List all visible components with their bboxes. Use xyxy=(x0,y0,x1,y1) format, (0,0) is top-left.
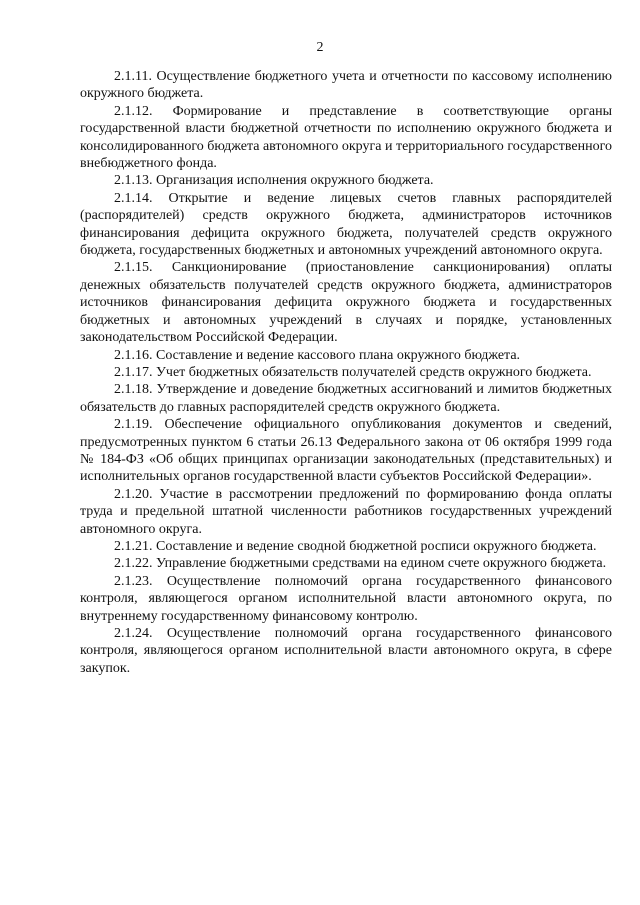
paragraph-2-1-18: 2.1.18. Утверждение и доведение бюджетных ассигнований и лимитов бюджетных обязательств до главных распорядителей средств окружного бюджета. xyxy=(80,382,612,415)
paragraph-2-1-12: 2.1.12. Формирование и представление в соответствующие органы государственной власти бюджетной отчетности по исполнению окружного бюджета и консолидированного бюджета автономного округа и территориального государственного внебюджетного фонда. xyxy=(80,103,612,172)
document-body xyxy=(80,68,612,677)
paragraph-2-1-20: 2.1.20. Участие в рассмотрении предложений по формированию фонда оплаты труда и предельной штатной численности работников государственных учреждений автономного округа. xyxy=(80,486,612,537)
paragraph-2-1-15: 2.1.15. Санкционирование (приостановление санкционирования) оплаты денежных обязательств получателей средств окружного бюджета, администраторов источников финансирования дефицита окружного бюджета и государственных бюджетных и автономных учреждений в случаях и порядке, установленных законодательством Российской Федерации. xyxy=(80,260,612,346)
page-number: 2 xyxy=(316,40,324,55)
paragraph-2-1-23: 2.1.23. Осуществление полномочий органа государственного финансового контроля, являющегося органом исполнительной власти автономного округа, по внутреннему государственному финансовому контролю. xyxy=(80,573,612,624)
paragraph-2-1-24: 2.1.24. Осуществление полномочий органа государственного финансового контроля, являющегося органом исполнительной власти автономного округа, в сфере закупок. xyxy=(80,626,612,676)
paragraph-2-1-19: 2.1.19. Обеспечение официального опубликования документов и сведений, предусмотренных пунктом 6 статьи 26.13 Федерального закона от 06 октября 1999 года № 184-ФЗ «Об общих принципах организации законодательных (представительных) и исполнительных органов государственной власти субъектов Российской Федерации». xyxy=(80,417,612,485)
paragraph-2-1-13: 2.1.13. Организация исполнения окружного бюджета. xyxy=(114,173,434,189)
paragraph-2-1-11: 2.1.11. Осуществление бюджетного учета и отчетности по кассовому исполнению окружного бюджета. xyxy=(80,69,612,102)
paragraph-2-1-14: 2.1.14. Открытие и ведение лицевых счетов главных распорядителей (распорядителей) средств окружного бюджета, администраторов источников финансирования дефицита окружного бюджета, получателей средств окружного бюджета, государственных бюджетных и автономных учреждений автономного округа. xyxy=(80,190,612,259)
paragraph-2-1-17: 2.1.17. Учет бюджетных обязательств получателей средств окружного бюджета. xyxy=(114,364,592,380)
paragraph-2-1-22: 2.1.22. Управление бюджетными средствами на едином счете окружного бюджета. xyxy=(114,556,607,572)
paragraph-2-1-21: 2.1.21. Составление и ведение сводной бюджетной росписи окружного бюджета. xyxy=(114,538,597,554)
paragraph-2-1-16: 2.1.16. Составление и ведение кассового плана окружного бюджета. xyxy=(114,347,521,363)
